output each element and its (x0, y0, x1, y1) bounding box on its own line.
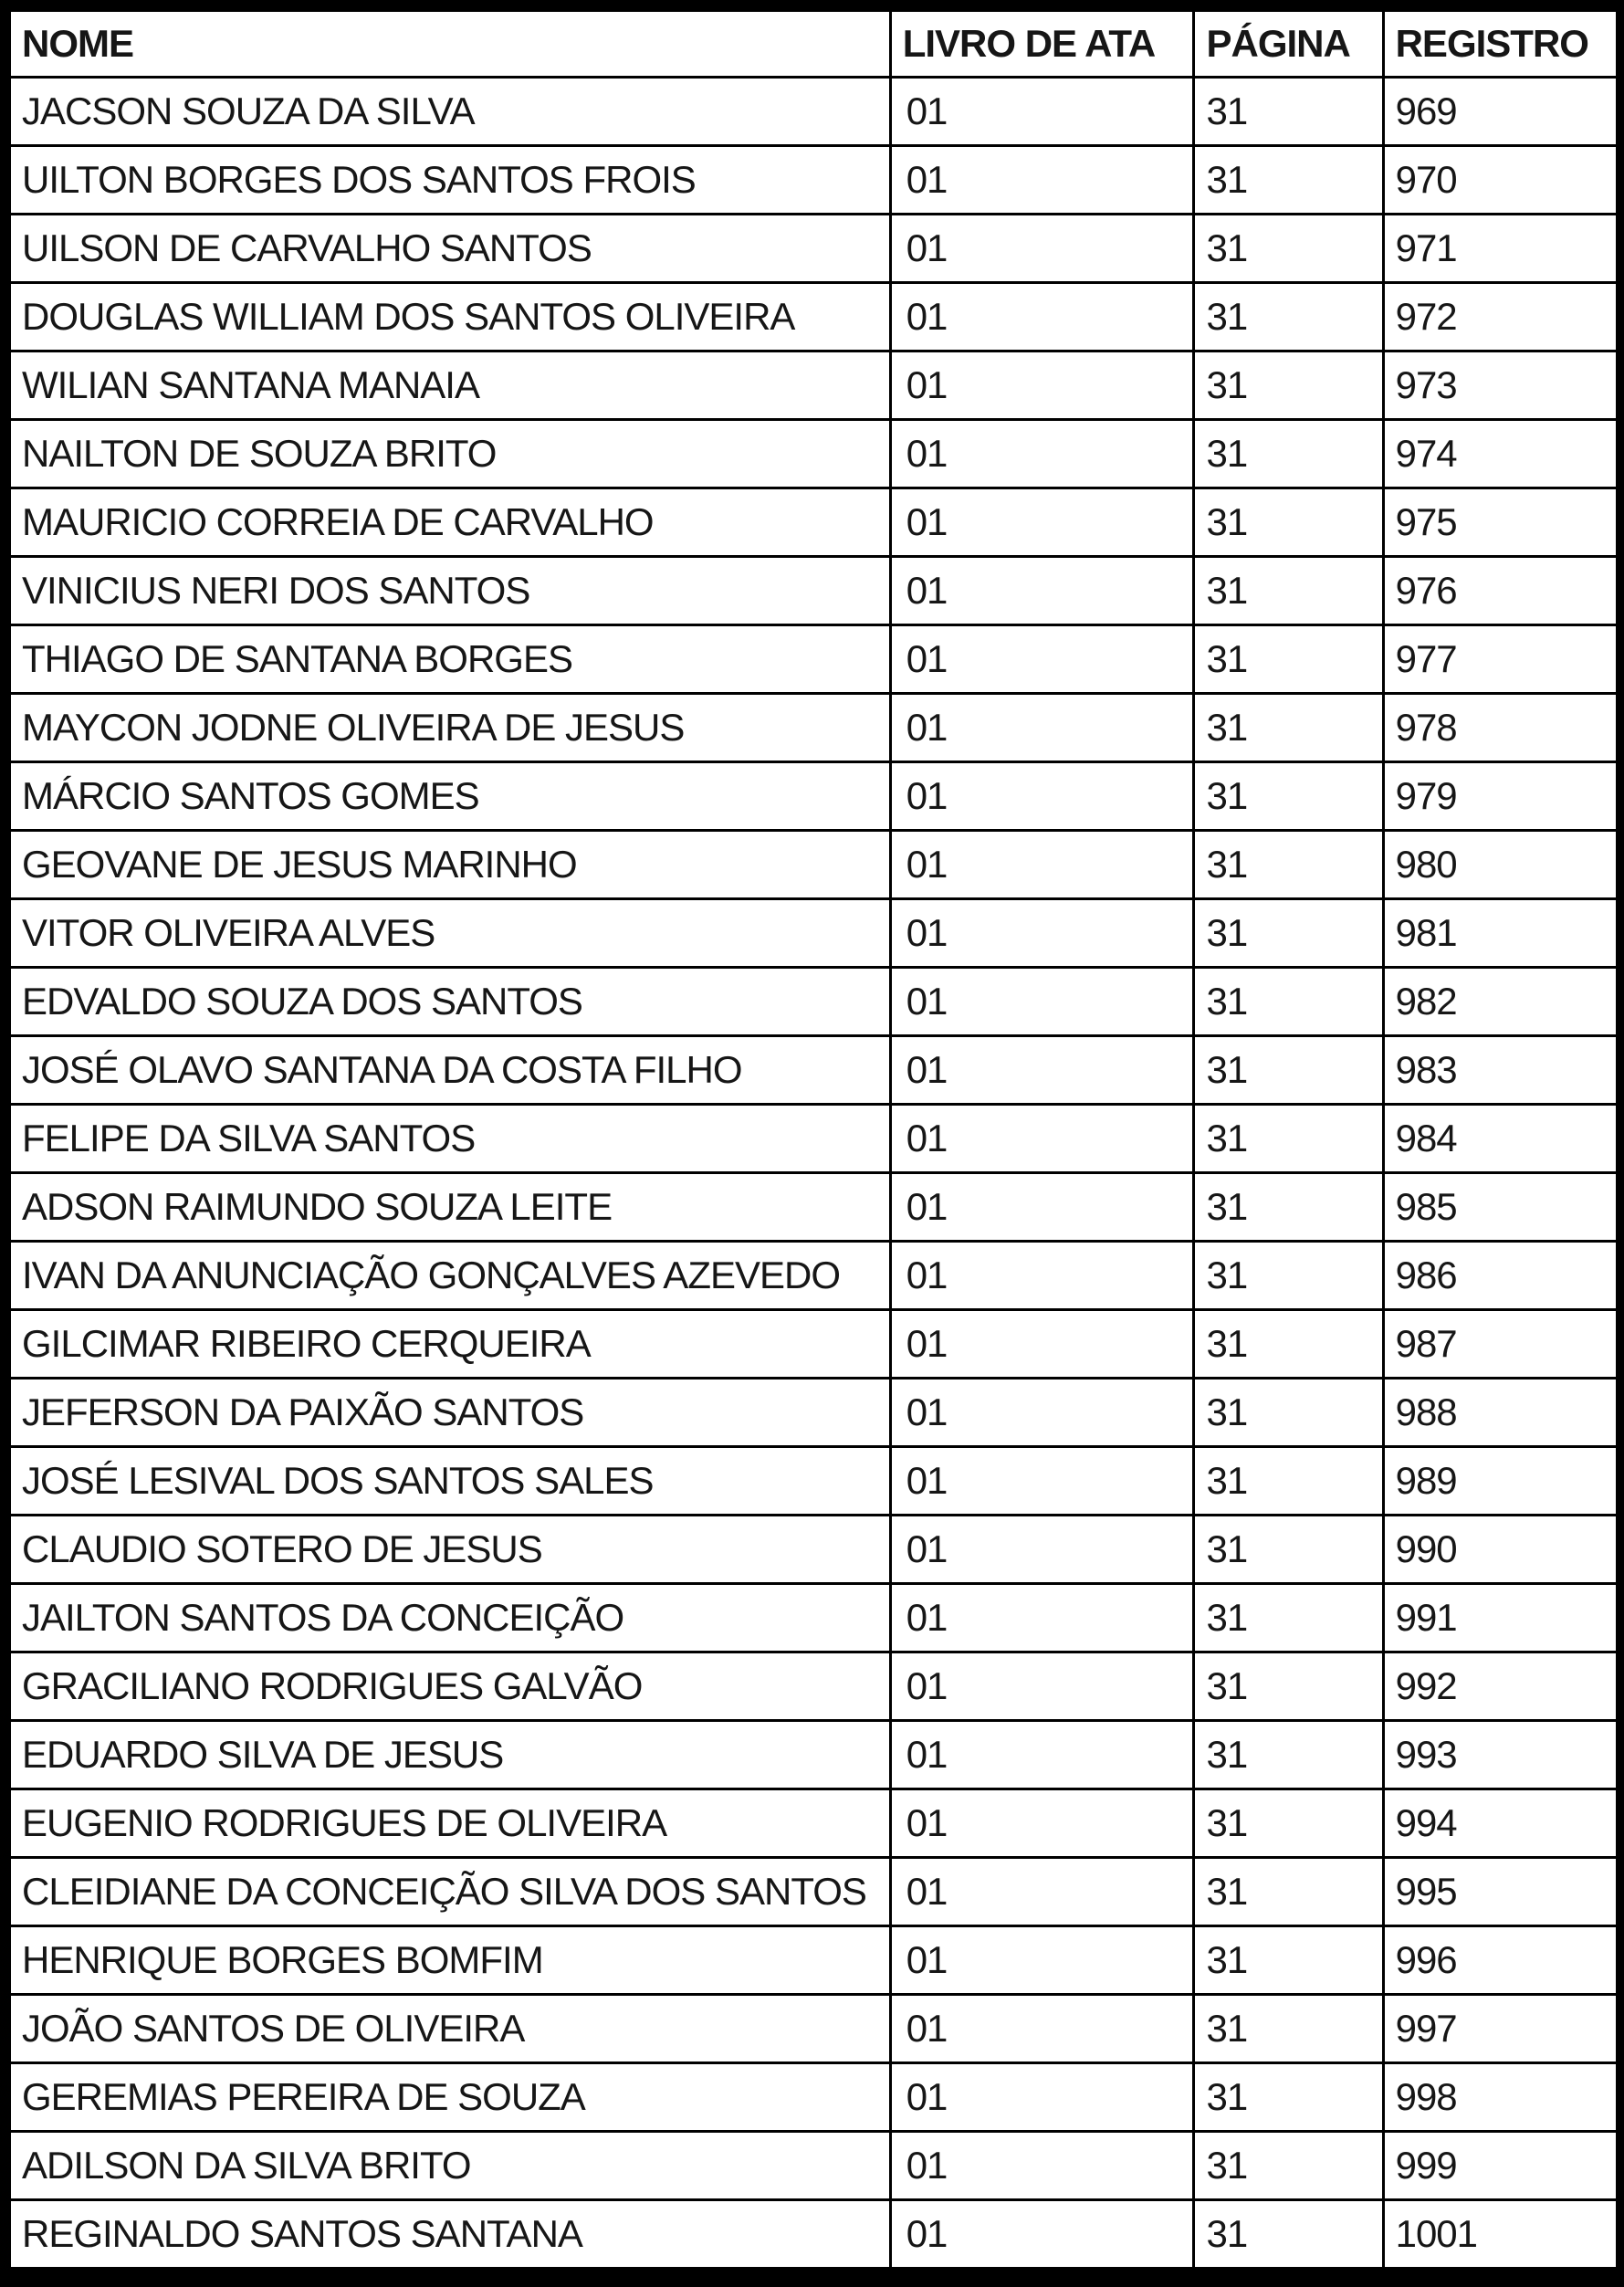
cell-livro-de-ata: 01 (890, 1789, 1194, 1858)
table-row (5, 1858, 1620, 1926)
table-row (5, 1721, 1620, 1789)
cell-pagina: 31 (1194, 1447, 1383, 1516)
cell-nome: JOSÉ OLAVO SANTANA DA COSTA FILHO (5, 1036, 890, 1105)
cell-registro: 971 (1383, 215, 1619, 283)
cell-pagina: 31 (1194, 2132, 1383, 2200)
table-row (5, 1516, 1620, 1584)
cell-registro: 988 (1383, 1379, 1619, 1447)
table-row (5, 78, 1620, 146)
table-row (5, 1652, 1620, 1721)
cell-livro-de-ata: 01 (890, 831, 1194, 899)
cell-registro: 980 (1383, 831, 1619, 899)
cell-pagina: 31 (1194, 557, 1383, 625)
cell-livro-de-ata: 01 (890, 694, 1194, 762)
cell-livro-de-ata: 01 (890, 2132, 1194, 2200)
cell-pagina: 31 (1194, 762, 1383, 831)
table-row (5, 1242, 1620, 1310)
cell-livro-de-ata: 01 (890, 1858, 1194, 1926)
cell-pagina: 31 (1194, 1584, 1383, 1652)
cell-pagina: 31 (1194, 1652, 1383, 1721)
cell-pagina: 31 (1194, 1995, 1383, 2063)
cell-livro-de-ata: 01 (890, 283, 1194, 351)
cell-nome: FELIPE DA SILVA SANTOS (5, 1105, 890, 1173)
cell-pagina: 31 (1194, 625, 1383, 694)
cell-registro: 986 (1383, 1242, 1619, 1310)
cell-pagina: 31 (1194, 968, 1383, 1036)
cell-livro-de-ata: 01 (890, 488, 1194, 557)
cell-pagina: 31 (1194, 1926, 1383, 1995)
cell-registro: 976 (1383, 557, 1619, 625)
cell-nome: EDUARDO SILVA DE JESUS (5, 1721, 890, 1789)
cell-pagina: 31 (1194, 283, 1383, 351)
table-row (5, 968, 1620, 1036)
cell-registro: 996 (1383, 1926, 1619, 1995)
cell-livro-de-ata: 01 (890, 1516, 1194, 1584)
cell-livro-de-ata: 01 (890, 215, 1194, 283)
cell-registro: 999 (1383, 2132, 1619, 2200)
cell-registro: 991 (1383, 1584, 1619, 1652)
cell-nome: IVAN DA ANUNCIAÇÃO GONÇALVES AZEVEDO (5, 1242, 890, 1310)
cell-nome: CLAUDIO SOTERO DE JESUS (5, 1516, 890, 1584)
cell-pagina: 31 (1194, 1036, 1383, 1105)
table-row (5, 1584, 1620, 1652)
table-row (5, 146, 1620, 215)
table-row (5, 1789, 1620, 1858)
table-row (5, 215, 1620, 283)
cell-registro: 987 (1383, 1310, 1619, 1379)
cell-pagina: 31 (1194, 1516, 1383, 1584)
cell-pagina: 31 (1194, 488, 1383, 557)
cell-nome: GEREMIAS PEREIRA DE SOUZA (5, 2063, 890, 2132)
cell-pagina: 31 (1194, 351, 1383, 420)
cell-registro: 978 (1383, 694, 1619, 762)
cell-nome: JEFERSON DA PAIXÃO SANTOS (5, 1379, 890, 1447)
table-row (5, 1036, 1620, 1105)
cell-pagina: 31 (1194, 2063, 1383, 2132)
table-row (5, 694, 1620, 762)
table-row (5, 2063, 1620, 2132)
table-row (5, 762, 1620, 831)
cell-registro: 994 (1383, 1789, 1619, 1858)
cell-pagina: 31 (1194, 694, 1383, 762)
cell-livro-de-ata: 01 (890, 1173, 1194, 1242)
table-row (5, 1995, 1620, 2063)
cell-nome: ADILSON DA SILVA BRITO (5, 2132, 890, 2200)
records-table (0, 9, 1624, 2270)
cell-nome: REGINALDO SANTOS SANTANA (5, 2200, 890, 2269)
cell-nome: MÁRCIO SANTOS GOMES (5, 762, 890, 831)
cell-nome: UILSON DE CARVALHO SANTOS (5, 215, 890, 283)
table-row (5, 1926, 1620, 1995)
table-row (5, 488, 1620, 557)
cell-registro: 973 (1383, 351, 1619, 420)
cell-livro-de-ata: 01 (890, 351, 1194, 420)
cell-livro-de-ata: 01 (890, 1036, 1194, 1105)
cell-pagina: 31 (1194, 78, 1383, 146)
cell-pagina: 31 (1194, 899, 1383, 968)
cell-pagina: 31 (1194, 215, 1383, 283)
cell-nome: THIAGO DE SANTANA BORGES (5, 625, 890, 694)
cell-registro: 982 (1383, 968, 1619, 1036)
cell-livro-de-ata: 01 (890, 625, 1194, 694)
cell-pagina: 31 (1194, 1858, 1383, 1926)
cell-registro: 974 (1383, 420, 1619, 488)
cell-livro-de-ata: 01 (890, 762, 1194, 831)
cell-livro-de-ata: 01 (890, 1379, 1194, 1447)
cell-pagina: 31 (1194, 1310, 1383, 1379)
cell-pagina: 31 (1194, 1242, 1383, 1310)
cell-registro: 984 (1383, 1105, 1619, 1173)
table-row (5, 831, 1620, 899)
cell-livro-de-ata: 01 (890, 1995, 1194, 2063)
cell-registro: 983 (1383, 1036, 1619, 1105)
cell-pagina: 31 (1194, 1721, 1383, 1789)
cell-nome: VINICIUS NERI DOS SANTOS (5, 557, 890, 625)
cell-pagina: 31 (1194, 1105, 1383, 1173)
cell-nome: CLEIDIANE DA CONCEIÇÃO SILVA DOS SANTOS (5, 1858, 890, 1926)
cell-registro: 995 (1383, 1858, 1619, 1926)
cell-pagina: 31 (1194, 1789, 1383, 1858)
cell-registro: 970 (1383, 146, 1619, 215)
cell-nome: EUGENIO RODRIGUES DE OLIVEIRA (5, 1789, 890, 1858)
cell-registro: 997 (1383, 1995, 1619, 2063)
cell-nome: DOUGLAS WILLIAM DOS SANTOS OLIVEIRA (5, 283, 890, 351)
cell-nome: MAURICIO CORREIA DE CARVALHO (5, 488, 890, 557)
cell-livro-de-ata: 01 (890, 1926, 1194, 1995)
cell-pagina: 31 (1194, 831, 1383, 899)
cell-nome: GILCIMAR RIBEIRO CERQUEIRA (5, 1310, 890, 1379)
cell-livro-de-ata: 01 (890, 2063, 1194, 2132)
cell-livro-de-ata: 01 (890, 1242, 1194, 1310)
cell-nome: EDVALDO SOUZA DOS SANTOS (5, 968, 890, 1036)
column-header-livro-de-ata: LIVRO DE ATA (890, 11, 1194, 78)
cell-livro-de-ata: 01 (890, 78, 1194, 146)
cell-registro: 1001 (1383, 2200, 1619, 2269)
table-row (5, 283, 1620, 351)
cell-livro-de-ata: 01 (890, 2200, 1194, 2269)
cell-registro: 981 (1383, 899, 1619, 968)
cell-pagina: 31 (1194, 1379, 1383, 1447)
cell-registro: 969 (1383, 78, 1619, 146)
header-row (5, 11, 1620, 78)
bottom-border-bar (0, 2270, 1624, 2287)
cell-registro: 993 (1383, 1721, 1619, 1789)
cell-livro-de-ata: 01 (890, 146, 1194, 215)
table-row (5, 1310, 1620, 1379)
cell-livro-de-ata: 01 (890, 1105, 1194, 1173)
cell-registro: 972 (1383, 283, 1619, 351)
cell-livro-de-ata: 01 (890, 1721, 1194, 1789)
cell-pagina: 31 (1194, 2200, 1383, 2269)
top-border-bar (0, 0, 1624, 9)
cell-registro: 998 (1383, 2063, 1619, 2132)
column-header-pagina: PÁGINA (1194, 11, 1383, 78)
cell-livro-de-ata: 01 (890, 1447, 1194, 1516)
table-row (5, 420, 1620, 488)
column-header-nome: NOME (5, 11, 890, 78)
cell-registro: 977 (1383, 625, 1619, 694)
cell-livro-de-ata: 01 (890, 899, 1194, 968)
table-body (5, 78, 1620, 2269)
cell-registro: 989 (1383, 1447, 1619, 1516)
cell-livro-de-ata: 01 (890, 557, 1194, 625)
table-row (5, 1379, 1620, 1447)
table-row (5, 2132, 1620, 2200)
cell-nome: JACSON SOUZA DA SILVA (5, 78, 890, 146)
cell-nome: NAILTON DE SOUZA BRITO (5, 420, 890, 488)
cell-nome: JOSÉ LESIVAL DOS SANTOS SALES (5, 1447, 890, 1516)
cell-nome: JOÃO SANTOS DE OLIVEIRA (5, 1995, 890, 2063)
column-header-registro: REGISTRO (1383, 11, 1619, 78)
cell-nome: HENRIQUE BORGES BOMFIM (5, 1926, 890, 1995)
cell-registro: 992 (1383, 1652, 1619, 1721)
table-row (5, 1173, 1620, 1242)
cell-registro: 975 (1383, 488, 1619, 557)
cell-livro-de-ata: 01 (890, 1310, 1194, 1379)
cell-pagina: 31 (1194, 146, 1383, 215)
cell-registro: 979 (1383, 762, 1619, 831)
table-row (5, 625, 1620, 694)
cell-pagina: 31 (1194, 1173, 1383, 1242)
table-row (5, 557, 1620, 625)
cell-livro-de-ata: 01 (890, 1584, 1194, 1652)
table-header (5, 11, 1620, 78)
cell-registro: 990 (1383, 1516, 1619, 1584)
table-row (5, 2200, 1620, 2269)
cell-pagina: 31 (1194, 420, 1383, 488)
cell-nome: VITOR OLIVEIRA ALVES (5, 899, 890, 968)
cell-livro-de-ata: 01 (890, 420, 1194, 488)
cell-nome: UILTON BORGES DOS SANTOS FROIS (5, 146, 890, 215)
cell-registro: 985 (1383, 1173, 1619, 1242)
cell-nome: GEOVANE DE JESUS MARINHO (5, 831, 890, 899)
cell-nome: GRACILIANO RODRIGUES GALVÃO (5, 1652, 890, 1721)
cell-nome: ADSON RAIMUNDO SOUZA LEITE (5, 1173, 890, 1242)
cell-nome: MAYCON JODNE OLIVEIRA DE JESUS (5, 694, 890, 762)
table-row (5, 899, 1620, 968)
cell-nome: WILIAN SANTANA MANAIA (5, 351, 890, 420)
table-row (5, 1447, 1620, 1516)
table-row (5, 1105, 1620, 1173)
table-row (5, 351, 1620, 420)
cell-livro-de-ata: 01 (890, 968, 1194, 1036)
cell-livro-de-ata: 01 (890, 1652, 1194, 1721)
cell-nome: JAILTON SANTOS DA CONCEIÇÃO (5, 1584, 890, 1652)
